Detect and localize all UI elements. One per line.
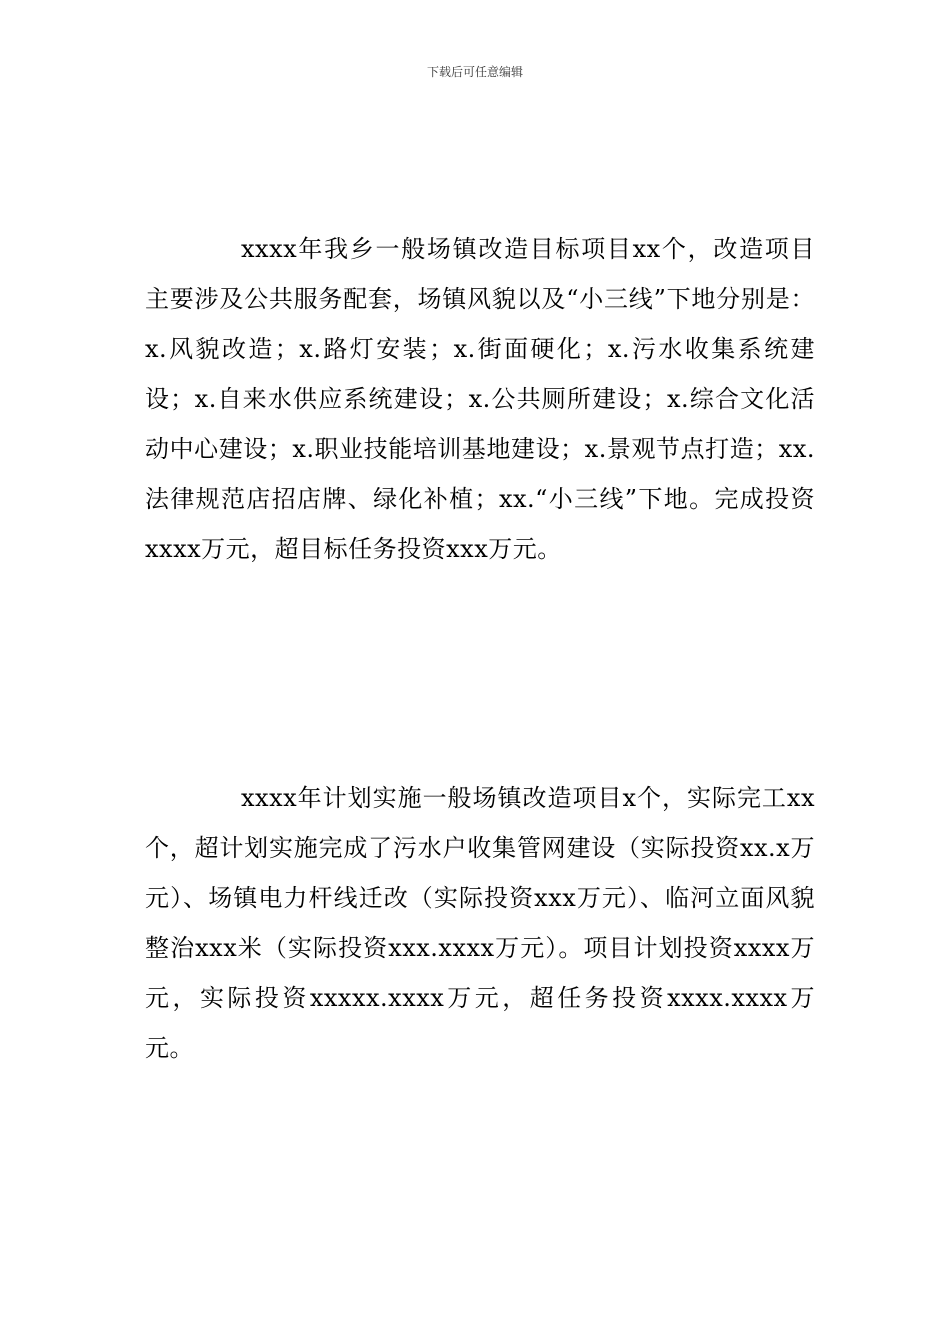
- body-paragraph-1: xxxx年我乡一般场镇改造目标项目xx个，改造项目主要涉及公共服务配套，场镇风貌以及“小三线”下地分别是：x.风貌改造；x.路灯安装；x.街面硬化；x.污水收集系统建设；x.自来水供应系统建设；x.公共厕所建设；x.综合文化活动中心建设；x.职业技能培训基地建设；x.景观节点打造；xx.法律规范店招店牌、绿化补植；xx.“小三线”下地。完成投资 xxxx万元，超目标任务投资xxx万元。: [145, 235, 815, 563]
- page-header: 下载后可任意编辑: [426, 65, 523, 79]
- body-paragraph-2: xxxx年计划实施一般场镇改造项目x个，实际完工xx个，超计划实施完成了污水户收集管网建设（实际投资xx.x万元）、场镇电力杆线迁改（实际投资xxx万元）、临河立面风貌整治xxx米（实际投资xxx.xxxx万元）。项目计划投资xxxx万元，实际投资xxxxx.xxxx万元，超任务投资xxxx.xxxx万元。: [145, 784, 815, 1062]
